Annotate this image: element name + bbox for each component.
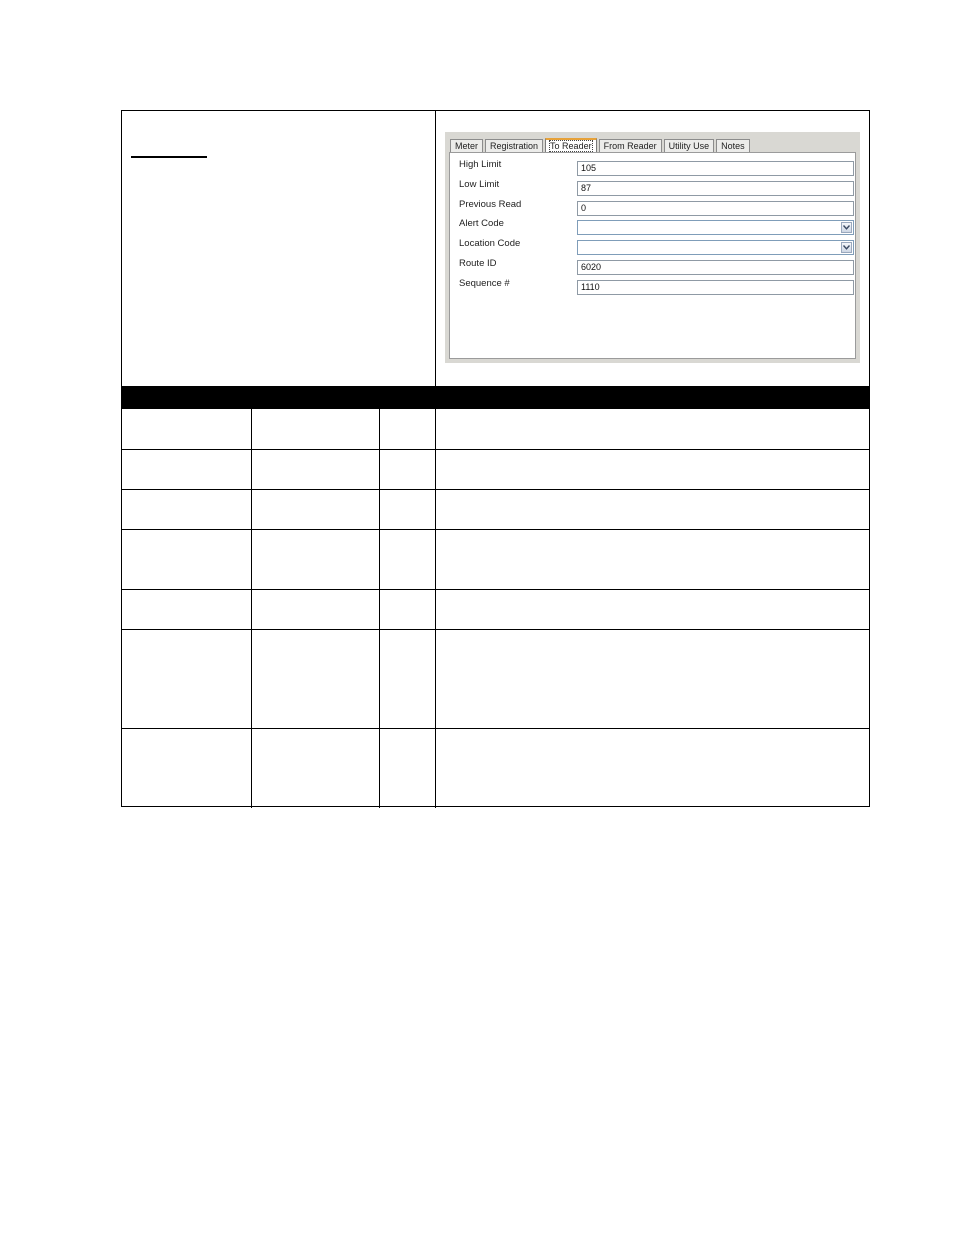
- document-table: [121, 110, 870, 807]
- row-divider: [122, 629, 869, 630]
- row-divider: [122, 489, 869, 490]
- tab-from-reader[interactable]: From Reader: [599, 139, 662, 153]
- route-id-label: Route ID: [459, 258, 497, 269]
- form-row-location-code: [450, 238, 855, 258]
- meter-screenshot-panel: [445, 132, 860, 363]
- tab-registration[interactable]: Registration: [485, 139, 543, 153]
- sequence-number-label: Sequence #: [459, 278, 510, 289]
- to-reader-form: [449, 152, 856, 359]
- tab-meter[interactable]: Meter: [450, 139, 483, 153]
- chevron-down-icon[interactable]: [841, 222, 852, 233]
- section-title-underline: [131, 156, 207, 158]
- tab-notes[interactable]: Notes: [716, 139, 750, 153]
- tab-strip: [450, 137, 752, 153]
- form-row-high-limit: [450, 159, 855, 179]
- form-row-previous-read: [450, 199, 855, 219]
- form-row-low-limit: [450, 179, 855, 199]
- row-divider: [122, 449, 869, 450]
- sequence-number-input[interactable]: 1110: [577, 280, 854, 295]
- form-row-route-id: [450, 258, 855, 278]
- column-divider: [251, 409, 252, 808]
- low-limit-input[interactable]: 87: [577, 181, 854, 196]
- tab-utility-use[interactable]: Utility Use: [664, 139, 715, 153]
- location-code-label: Location Code: [459, 238, 521, 249]
- alert-code-select[interactable]: [577, 220, 854, 235]
- alert-code-label: Alert Code: [459, 218, 504, 229]
- chevron-down-icon[interactable]: [841, 242, 852, 253]
- route-id-input[interactable]: 6020: [577, 260, 854, 275]
- row-divider: [122, 529, 869, 530]
- row-divider: [122, 728, 869, 729]
- row-divider: [122, 589, 869, 590]
- form-row-alert-code: [450, 218, 855, 238]
- table-header-bar: [122, 386, 869, 409]
- low-limit-label: Low Limit: [459, 179, 500, 190]
- location-code-select[interactable]: [577, 240, 854, 255]
- form-row-sequence-number: [450, 278, 855, 298]
- previous-read-input[interactable]: 0: [577, 201, 854, 216]
- high-limit-label: High Limit: [459, 159, 502, 170]
- previous-read-label: Previous Read: [459, 199, 522, 210]
- column-divider: [435, 111, 436, 808]
- column-divider: [379, 409, 380, 808]
- tab-to-reader[interactable]: To Reader: [545, 138, 597, 154]
- high-limit-input[interactable]: 105: [577, 161, 854, 176]
